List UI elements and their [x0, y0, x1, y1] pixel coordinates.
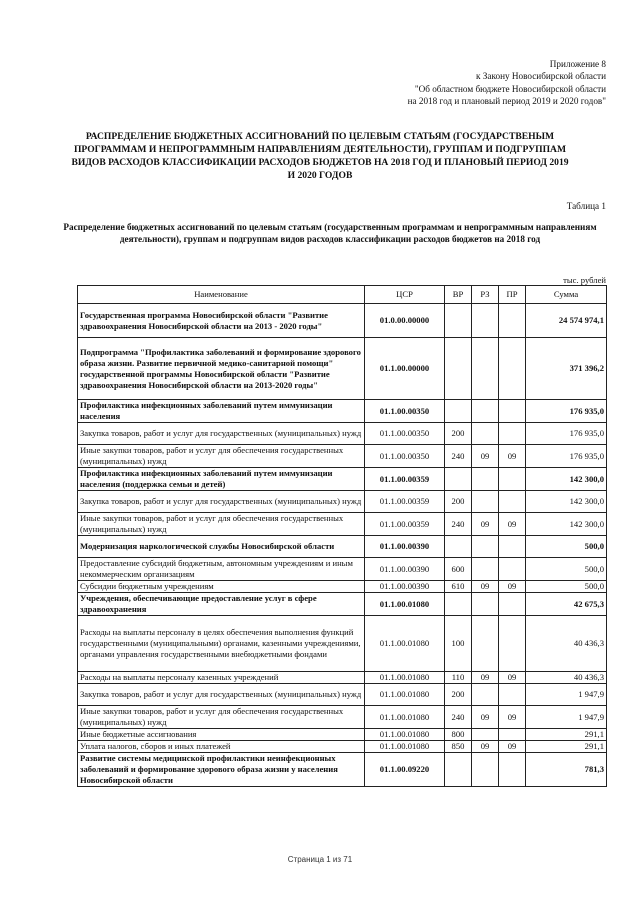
table-row — [78, 753, 607, 787]
header-pr: ПР — [499, 286, 526, 304]
header-csr: ЦСР — [365, 286, 445, 304]
cell-sum: 176 935,0 — [526, 423, 607, 445]
cell-sum: 40 436,3 — [526, 672, 607, 684]
cell-sum: 500,0 — [526, 558, 607, 581]
cell-sum: 781,3 — [526, 753, 607, 787]
cell-name: Иные закупки товаров, работ и услуг для обеспечения государственных (муниципальных) нужд — [78, 513, 365, 536]
cell-name: Закупка товаров, работ и услуг для государственных (муниципальных) нужд — [78, 684, 365, 706]
cell-sum: 142 300,0 — [526, 491, 607, 513]
cell-sum: 500,0 — [526, 581, 607, 593]
cell-rz — [472, 491, 499, 513]
cell-rz: 09 — [472, 581, 499, 593]
cell-name: Государственная программа Новосибирской области "Развитие здравоохранения Новосибирской области на 2013 - 2020 годы" — [78, 304, 365, 338]
cell-rz — [472, 558, 499, 581]
table-row — [78, 400, 607, 423]
cell-name: Профилактика инфекционных заболеваний путем иммунизации населения (поддержка семьи и детей) — [78, 468, 365, 491]
cell-csr: 01.1.00.00350 — [365, 445, 445, 468]
annex-line-2: к Закону Новосибирской области — [476, 71, 606, 82]
cell-pr — [499, 304, 526, 338]
cell-csr: 01.1.00.00359 — [365, 468, 445, 491]
table-number: Таблица 1 — [566, 201, 606, 211]
cell-vr — [445, 593, 472, 616]
cell-csr: 01.1.00.00359 — [365, 513, 445, 536]
cell-csr: 01.1.00.00000 — [365, 338, 445, 400]
cell-csr: 01.1.00.09220 — [365, 753, 445, 787]
cell-pr — [499, 468, 526, 491]
cell-sum: 142 300,0 — [526, 513, 607, 536]
cell-sum: 291,1 — [526, 741, 607, 753]
cell-csr: 01.1.00.01080 — [365, 706, 445, 729]
cell-rz: 09 — [472, 672, 499, 684]
table-row — [78, 558, 607, 581]
table-row — [78, 513, 607, 536]
cell-vr: 200 — [445, 423, 472, 445]
cell-pr — [499, 536, 526, 558]
cell-vr — [445, 536, 472, 558]
cell-vr — [445, 400, 472, 423]
cell-vr: 800 — [445, 729, 472, 741]
page-footer: Страница 1 из 71 — [287, 855, 353, 864]
cell-rz: 09 — [472, 445, 499, 468]
cell-vr: 240 — [445, 706, 472, 729]
annex-line-3: "Об областном бюджете Новосибирской области — [414, 83, 606, 94]
cell-sum: 24 574 974,1 — [526, 304, 607, 338]
cell-sum: 291,1 — [526, 729, 607, 741]
table-row — [78, 729, 607, 741]
cell-name: Расходы на выплаты персоналу казенных учреждений — [78, 672, 365, 684]
cell-csr: 01.1.00.00350 — [365, 423, 445, 445]
header-name: Наименование — [78, 286, 365, 304]
header-sum: Сумма — [526, 286, 607, 304]
cell-csr: 01.1.00.00390 — [365, 581, 445, 593]
cell-vr — [445, 304, 472, 338]
cell-pr: 09 — [499, 581, 526, 593]
cell-csr: 01.1.00.00359 — [365, 491, 445, 513]
table-row — [78, 706, 607, 729]
table-row — [78, 684, 607, 706]
table-row — [78, 304, 607, 338]
cell-vr: 110 — [445, 672, 472, 684]
cell-name: Развитие системы медицинской профилактики неинфекционных заболеваний и формирование здорового образа жизни у населения Новосибирской области — [78, 753, 365, 787]
header-vr: ВР — [445, 286, 472, 304]
table-row — [78, 491, 607, 513]
cell-vr: 100 — [445, 616, 472, 672]
cell-rz — [472, 338, 499, 400]
cell-vr: 610 — [445, 581, 472, 593]
cell-rz — [472, 423, 499, 445]
table-row — [78, 468, 607, 491]
table-row — [78, 423, 607, 445]
cell-pr: 09 — [499, 513, 526, 536]
cell-vr: 200 — [445, 491, 472, 513]
cell-rz — [472, 468, 499, 491]
cell-pr — [499, 729, 526, 741]
cell-pr — [499, 423, 526, 445]
annex-header — [346, 58, 606, 108]
cell-csr: 01.1.00.01080 — [365, 593, 445, 616]
cell-name: Иные закупки товаров, работ и услуг для обеспечения государственных (муниципальных) нужд — [78, 445, 365, 468]
cell-name: Профилактика инфекционных заболеваний путем иммунизации населения — [78, 400, 365, 423]
cell-vr: 600 — [445, 558, 472, 581]
cell-name: Учреждения, обеспечивающие предоставление услуг в сфере здравоохранения — [78, 593, 365, 616]
cell-pr: 09 — [499, 741, 526, 753]
cell-sum: 176 935,0 — [526, 400, 607, 423]
cell-pr — [499, 684, 526, 706]
table-row — [78, 593, 607, 616]
cell-csr: 01.1.00.01080 — [365, 684, 445, 706]
annex-line-4: на 2018 год и плановый период 2019 и 2020 годов" — [407, 96, 606, 107]
cell-vr: 850 — [445, 741, 472, 753]
table-body — [78, 304, 607, 787]
cell-csr: 01.1.00.01080 — [365, 672, 445, 684]
cell-rz: 09 — [472, 706, 499, 729]
cell-vr: 240 — [445, 445, 472, 468]
cell-pr — [499, 616, 526, 672]
cell-name: Иные бюджетные ассигнования — [78, 729, 365, 741]
cell-rz — [472, 729, 499, 741]
cell-rz — [472, 616, 499, 672]
cell-rz: 09 — [472, 741, 499, 753]
table-row — [78, 536, 607, 558]
table-row — [78, 445, 607, 468]
units-label: тыс. рублей — [563, 275, 606, 285]
cell-sum: 40 436,3 — [526, 616, 607, 672]
cell-vr — [445, 338, 472, 400]
cell-name: Предоставление субсидий бюджетным, автономным учреждениям и иным некоммерческим организациям — [78, 558, 365, 581]
allocation-table — [77, 285, 607, 787]
table-row — [78, 338, 607, 400]
cell-rz — [472, 593, 499, 616]
cell-pr — [499, 753, 526, 787]
cell-pr — [499, 338, 526, 400]
cell-sum: 1 947,9 — [526, 706, 607, 729]
table-row — [78, 741, 607, 753]
cell-sum: 42 675,3 — [526, 593, 607, 616]
table-row — [78, 581, 607, 593]
cell-sum: 176 935,0 — [526, 445, 607, 468]
cell-rz — [472, 684, 499, 706]
cell-csr: 01.1.00.01080 — [365, 741, 445, 753]
cell-sum: 142 300,0 — [526, 468, 607, 491]
cell-pr: 09 — [499, 445, 526, 468]
cell-rz — [472, 536, 499, 558]
header-rz: РЗ — [472, 286, 499, 304]
cell-rz — [472, 400, 499, 423]
table-row — [78, 616, 607, 672]
cell-vr — [445, 468, 472, 491]
table-subtitle: Распределение бюджетных ассигнований по целевым статьям (государственным программам и непрограммным направлениям деятельности), группам и подгруппам видов расходов классификации расходов бюджетов на 2018 год — [63, 222, 597, 245]
table-header-row — [78, 286, 607, 304]
cell-rz — [472, 304, 499, 338]
table-row — [78, 672, 607, 684]
cell-csr: 01.1.00.00390 — [365, 558, 445, 581]
cell-rz: 09 — [472, 513, 499, 536]
cell-vr: 200 — [445, 684, 472, 706]
cell-vr: 240 — [445, 513, 472, 536]
cell-sum: 371 396,2 — [526, 338, 607, 400]
cell-name: Подпрограмма "Профилактика заболеваний и формирование здорового образа жизни. Развитие первичной медико-санитарной помощи" государственной программы Новосибирской области "Развитие здравоохранения Новосибирской области на 2013-2020 годы" — [78, 338, 365, 400]
cell-rz — [472, 753, 499, 787]
cell-csr: 01.0.00.00000 — [365, 304, 445, 338]
cell-pr — [499, 491, 526, 513]
cell-pr: 09 — [499, 672, 526, 684]
cell-sum: 500,0 — [526, 536, 607, 558]
cell-name: Субсидии бюджетным учреждениям — [78, 581, 365, 593]
cell-name: Уплата налогов, сборов и иных платежей — [78, 741, 365, 753]
cell-csr: 01.1.00.00390 — [365, 536, 445, 558]
document-title: РАСПРЕДЕЛЕНИЕ БЮДЖЕТНЫХ АССИГНОВАНИЙ ПО ЦЕЛЕВЫМ СТАТЬЯМ (ГОСУДАРСТВЕНЫМ ПРОГРАММАМ И НЕПРОГРАММНЫМ НАПРАВЛЕНИЯМ ДЕЯТЕЛЬНОСТИ), ГРУППАМ И ПОДГРУППАМ ВИДОВ РАСХОДОВ КЛАССИФИКАЦИИ РАСХОДОВ БЮДЖЕТОВ НА 2018 ГОД И ПЛАНОВЫЙ ПЕРИОД 2019 И 2020 ГОДОВ — [71, 131, 569, 181]
cell-name: Закупка товаров, работ и услуг для государственных (муниципальных) нужд — [78, 423, 365, 445]
cell-csr: 01.1.00.01080 — [365, 616, 445, 672]
cell-csr: 01.1.00.01080 — [365, 729, 445, 741]
cell-name: Закупка товаров, работ и услуг для государственных (муниципальных) нужд — [78, 491, 365, 513]
cell-pr — [499, 558, 526, 581]
cell-pr — [499, 593, 526, 616]
cell-pr: 09 — [499, 706, 526, 729]
cell-vr — [445, 753, 472, 787]
cell-pr — [499, 400, 526, 423]
cell-name: Модернизация наркологической службы Новосибирской области — [78, 536, 365, 558]
annex-line-1: Приложение 8 — [549, 59, 606, 69]
cell-sum: 1 947,9 — [526, 684, 607, 706]
cell-csr: 01.1.00.00350 — [365, 400, 445, 423]
cell-name: Иные закупки товаров, работ и услуг для обеспечения государственных (муниципальных) нужд — [78, 706, 365, 729]
cell-name: Расходы на выплаты персоналу в целях обеспечения выполнения функций государственными (муниципальными) органами, казенными учреждениями, органами управления государственными внебюджетными фондами — [78, 616, 365, 672]
